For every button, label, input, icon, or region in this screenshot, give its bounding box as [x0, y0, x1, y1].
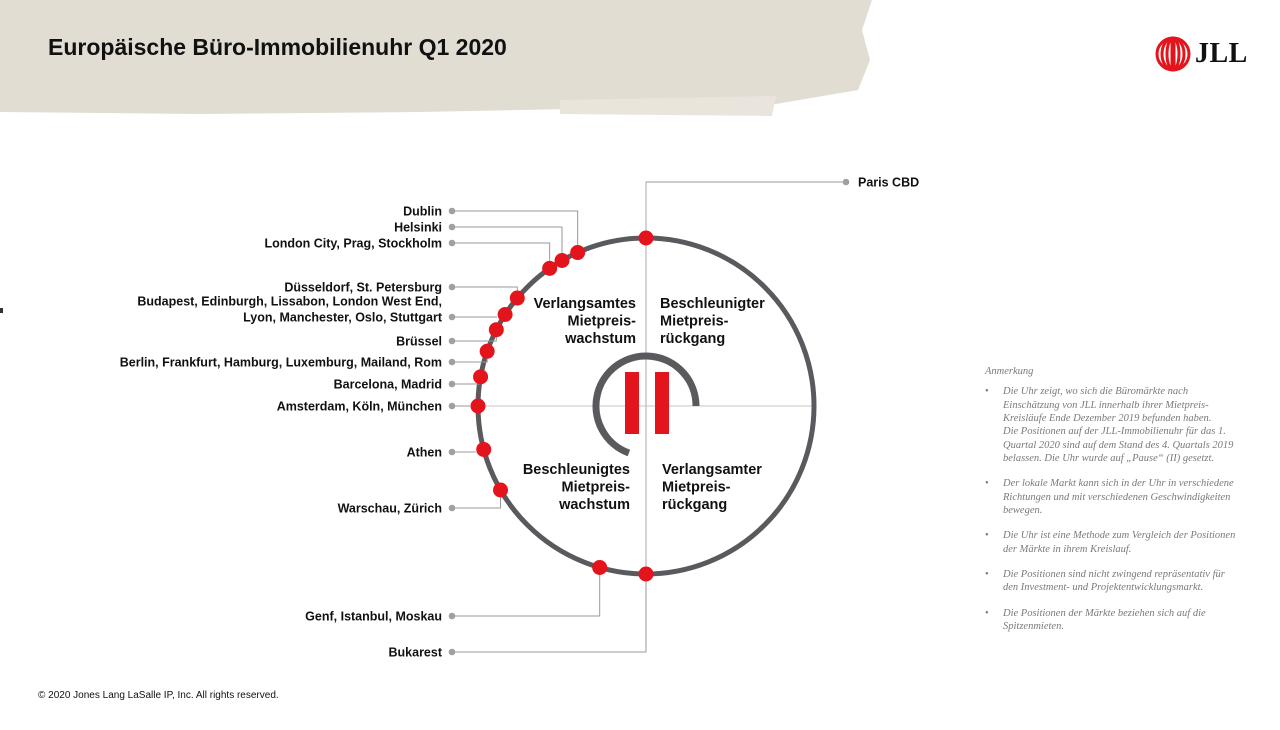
note-text: • Die Uhr ist eine Methode zum Vergleich der Positionen der Märkte in ihrem Kreislauf. [1003, 530, 1236, 555]
quadrant-label-top-right: Mietpreis- [660, 313, 729, 330]
note-item [985, 477, 1237, 517]
market-marker [570, 245, 585, 260]
quadrant-label-top-left: Mietpreis- [567, 313, 636, 330]
label-dot [843, 179, 850, 186]
market-marker [493, 483, 508, 498]
connector-line [452, 567, 600, 616]
note-item [985, 568, 1237, 595]
label-dot [449, 224, 456, 231]
market-label: Paris CBD [858, 175, 920, 190]
note-text: • Der lokale Markt kann sich in der Uhr in verschiedene Richtungen und mit verschiedenen Geschwindigkeiten bewegen. [1003, 478, 1234, 516]
label-dot [449, 649, 456, 656]
connector-line [452, 227, 562, 261]
market-label: Warschau, Zürich [337, 501, 442, 516]
notes-list [985, 385, 1237, 633]
pause-bar-right [655, 372, 669, 434]
market-marker [542, 261, 557, 276]
note-text: • Die Uhr zeigt, wo sich die Büromärkte nach Einschätzung von JLL innerhalb ihrer Mietpreis-Kreisläufe Ende Dezember 2019 befunden haben. [1003, 386, 1212, 424]
market-marker [480, 344, 495, 359]
market-marker [498, 307, 513, 322]
quadrant-label-top-right: rückgang [660, 331, 726, 347]
note-item [985, 607, 1237, 634]
label-dot [449, 613, 456, 620]
market-marker [639, 567, 654, 582]
notes-panel [985, 365, 1237, 645]
label-dot [449, 240, 456, 247]
note-text: Die Positionen auf der JLL-Immobilienuhr für das 1. Quartal 2020 sind auf dem Stand des 4. Quartals 2019 belassen. Die Uhr wurde auf „Pause“ (II) gesetzt. [1003, 426, 1234, 464]
label-dot [449, 208, 456, 215]
connector-line [452, 211, 578, 253]
note-item [985, 385, 1237, 465]
market-label: Brüssel [396, 334, 442, 349]
pause-bar-left [625, 372, 639, 434]
label-dot [449, 381, 456, 388]
market-label: Barcelona, Madrid [333, 377, 442, 392]
quadrant-label-top-right: Beschleunigter [660, 296, 765, 312]
label-dot [449, 284, 456, 291]
note-text: • Die Positionen sind nicht zwingend repräsentativ für den Investment- und Projektentwicklungsmarkt. [1003, 568, 1225, 594]
market-label: Berlin, Frankfurt, Hamburg, Luxemburg, Mailand, Rom [119, 355, 442, 370]
market-marker [555, 253, 570, 268]
label-dot [449, 314, 456, 321]
connector-line [452, 287, 517, 298]
connector-line [452, 243, 550, 268]
logo-text: JLL [1195, 38, 1248, 69]
market-marker [476, 442, 491, 457]
page-title: Europäische Büro-Immobilienuhr Q1 2020 [48, 34, 507, 60]
quadrant-label-bottom-right: rückgang [662, 497, 728, 513]
note-text: • Die Positionen der Märkte beziehen sich auf die Spitzenmieten. [1003, 607, 1206, 632]
connector-line [452, 574, 646, 652]
market-label: Helsinki [394, 220, 442, 235]
label-dot [449, 449, 456, 456]
market-label: Budapest, Edinburgh, Lissabon, London West End, [137, 294, 442, 309]
quadrant-label-bottom-right: Mietpreis- [662, 479, 731, 496]
market-marker [473, 369, 488, 384]
market-marker [639, 231, 654, 246]
quadrant-label-top-left: Verlangsamtes [533, 296, 636, 312]
market-label: Düsseldorf, St. Petersburg [284, 280, 442, 295]
market-label: Bukarest [388, 645, 442, 660]
market-marker [510, 291, 525, 306]
quadrant-label-bottom-right: Verlangsamter [662, 462, 762, 478]
notes-title: Anmerkung [985, 366, 1034, 377]
market-label: Athen [406, 445, 442, 460]
quadrant-label-top-left: wachstum [565, 331, 636, 347]
market-marker [471, 399, 486, 414]
connector-line [452, 490, 501, 508]
copyright-footer: © 2020 Jones Lang LaSalle IP, Inc. All rights reserved. [38, 690, 279, 701]
market-label: Genf, Istanbul, Moskau [305, 609, 442, 624]
quadrant-label-bottom-left: wachstum [559, 497, 630, 513]
label-dot [449, 338, 456, 345]
market-label: Amsterdam, Köln, München [276, 399, 442, 414]
market-marker [489, 322, 504, 337]
label-dot [449, 403, 456, 410]
market-label: Lyon, Manchester, Oslo, Stuttgart [243, 310, 442, 325]
quadrant-label-bottom-left: Beschleunigtes [522, 462, 630, 478]
market-label: London City, Prag, Stockholm [264, 236, 442, 251]
note-item [985, 529, 1237, 556]
label-dot [449, 505, 456, 512]
label-dot [449, 359, 456, 366]
market-label: Dublin [403, 204, 442, 219]
quadrant-label-bottom-left: Mietpreis- [561, 479, 630, 496]
market-marker [592, 560, 607, 575]
